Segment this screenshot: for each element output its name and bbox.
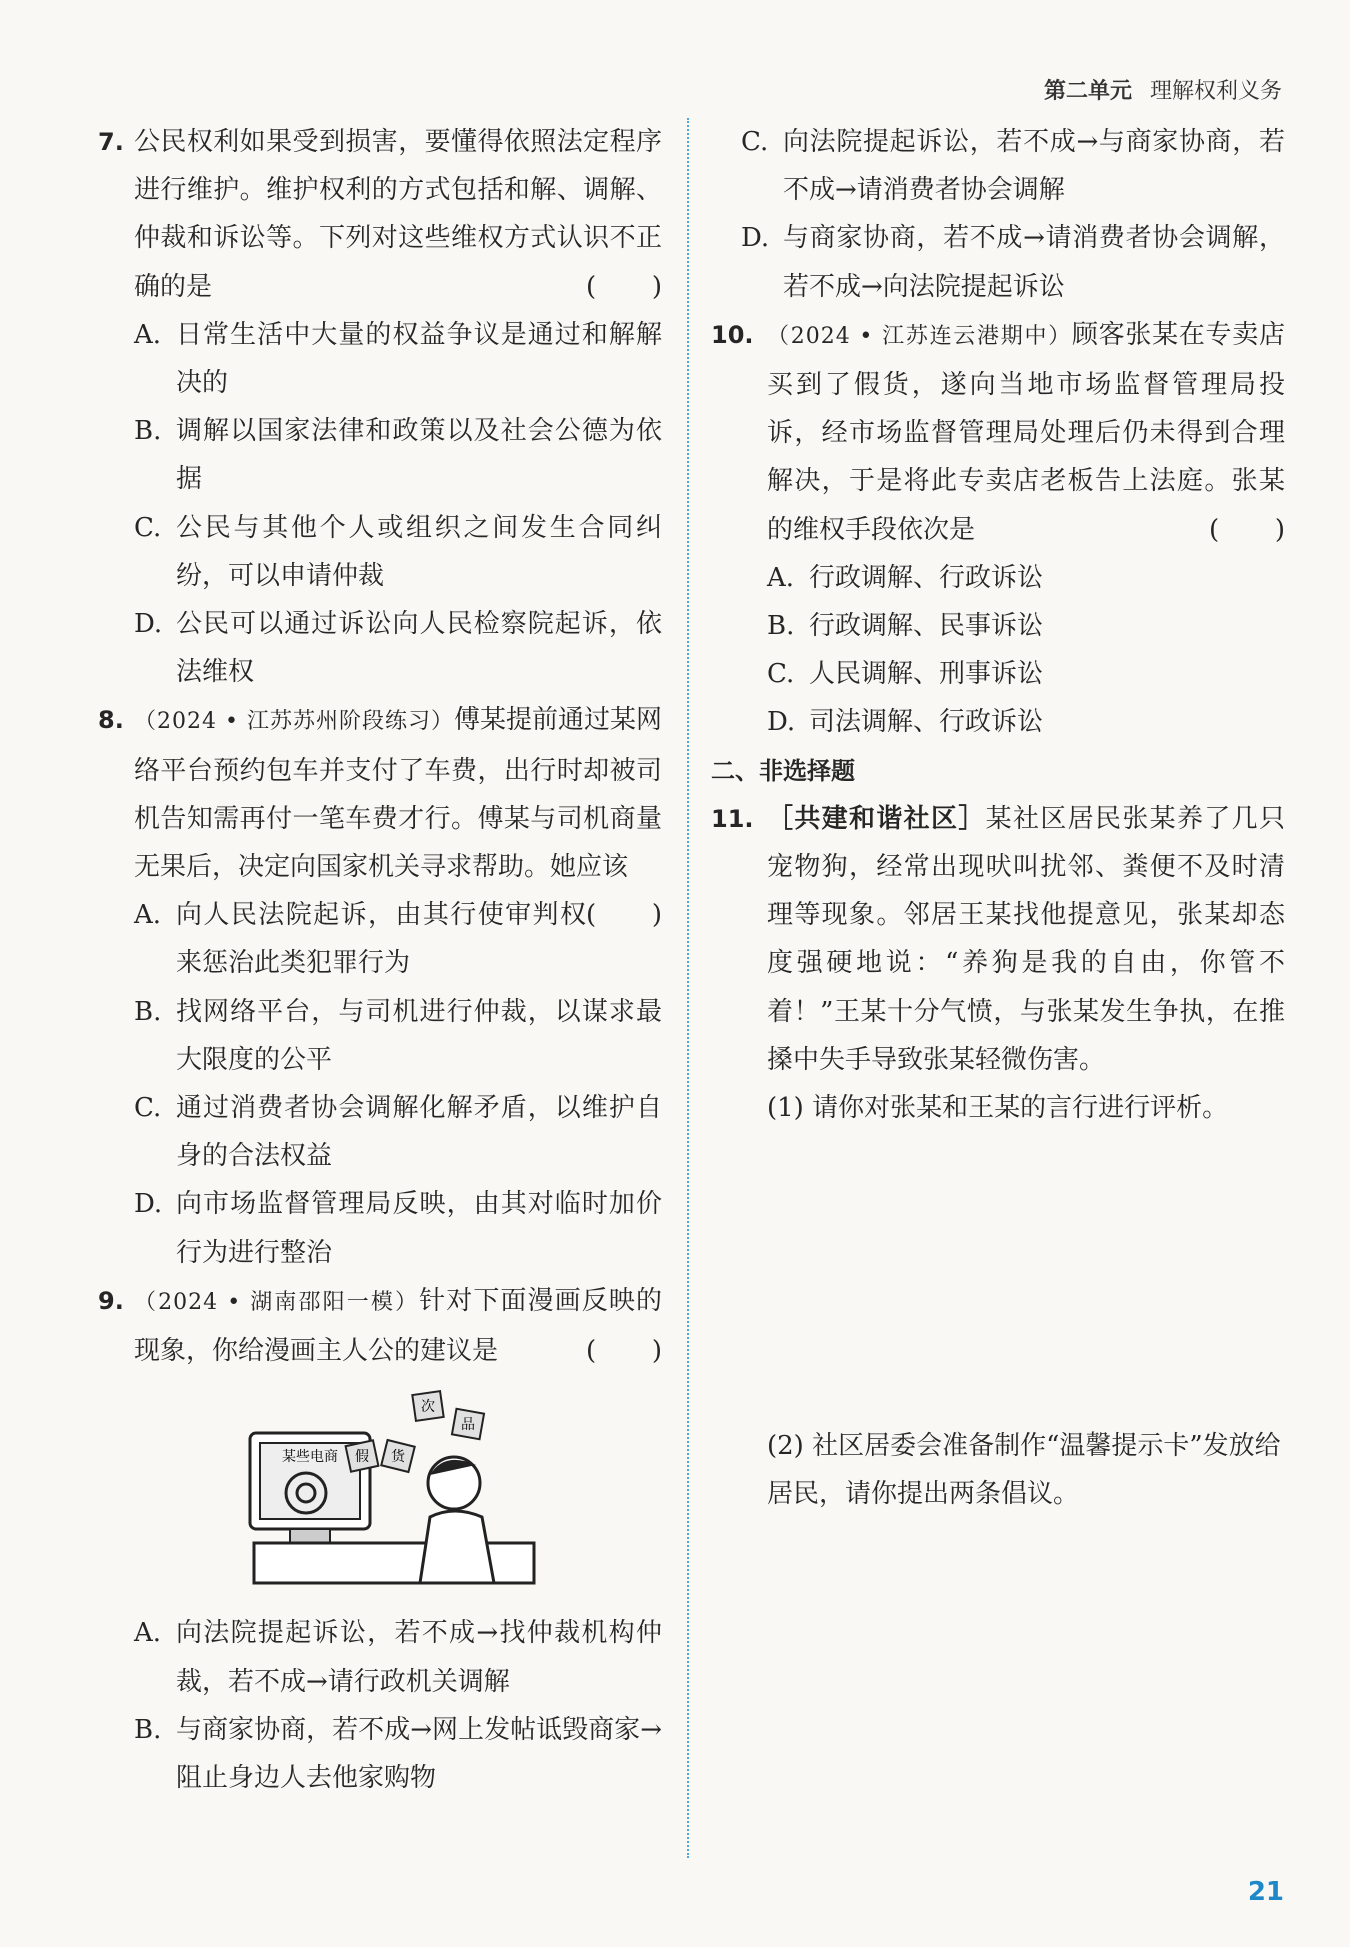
question-stem: 顾客张某在专卖店买到了假货，遂向当地市场监督管理局投诉，经市场监督管理局处理后仍未得到合理解决，于是将此专卖店老板告上法庭。张某的维权手段依次是 [767, 319, 1285, 545]
box-label: 次 [421, 1399, 435, 1416]
option-a: A. 日常生活中大量的权益争议是通过和解解决的 [134, 319, 662, 399]
question-11 [711, 795, 1285, 1719]
cartoon-illustration [244, 1387, 544, 1587]
option-a: A. 行政调解、行政诉讼 [767, 562, 1044, 593]
question-stem: 傅某提前通过某网络平台预约包车并支付了车费，出行时却被司机告知需再付一笔车费才行。傅某与司机商量无果后，决定向国家机关寻求帮助。她应该 [134, 705, 662, 883]
option-b: B. 找网络平台，与司机进行仲裁，以谋求最大限度的公平 [134, 996, 662, 1075]
box-label: 品 [461, 1417, 475, 1434]
option-a: A. 向人民法院起诉，由其行使审判权来惩治此类犯罪行为 [134, 900, 586, 979]
answer-blank[interactable] [1209, 506, 1285, 554]
option-b: B. 调解以国家法律和政策以及社会公德为依据 [134, 416, 662, 495]
option-b: B. 行政调解、民事诉讼 [767, 611, 1044, 642]
question-number: 8. [98, 706, 124, 735]
box-label: 货 [391, 1449, 405, 1466]
question-source: （2024 • 江苏连云港期中） [767, 323, 1072, 349]
option-d: D. 公民可以通过诉讼向人民检察院起诉，依法维权 [134, 609, 662, 688]
screen-label: 某些电商 [282, 1449, 338, 1466]
option-c: C. 公民与其他个人或组织之间发生合同纠纷，可以申请仲裁 [134, 512, 662, 591]
question-9-continued [711, 118, 1285, 311]
option-d: D. 与商家协商，若不成→请消费者协会调解，若不成→向法院提起诉讼 [741, 223, 1285, 302]
question-number: 7. [98, 128, 124, 156]
question-number: 10. [711, 320, 754, 349]
question-source: （2024 • 江苏苏州阶段练习） [134, 709, 454, 735]
sub-question-1: (1) 请你对张某和王某的言行进行评析。 [767, 1093, 1229, 1124]
question-9 [98, 1277, 662, 1802]
question-8 [98, 696, 662, 1276]
option-c: C. 人民调解、刑事诉讼 [767, 659, 1044, 690]
sub-question-2: (2) 社区居委会准备制作“温馨提示卡”发放给居民，请你提出两条倡议。 [767, 1431, 1281, 1510]
option-c: C. 向法院提起诉讼，若不成→与商家协商，若不成→请消费者协会调解 [741, 127, 1285, 206]
topic-tag: ［共建和谐社区］ [767, 803, 986, 834]
option-d: D. 司法调解、行政诉讼 [767, 707, 1044, 738]
question-number: 11. [711, 804, 754, 833]
question-source: （2024 • 湖南邵阳一模） [134, 1289, 420, 1315]
option-d: D. 向市场监督管理局反映，由其对临时加价行为进行整治 [134, 1189, 662, 1268]
question-number: 9. [98, 1286, 124, 1315]
page-number: 21 [1247, 1877, 1284, 1907]
answer-area-1[interactable] [767, 1132, 1285, 1422]
option-a: A. 向法院提起诉讼，若不成→找仲裁机构仲裁，若不成→请行政机关调解 [134, 1618, 662, 1697]
left-column [98, 118, 662, 1802]
section-heading: 二、非选择题 [711, 756, 855, 785]
column-divider [687, 118, 689, 1858]
box-label: 假 [355, 1449, 369, 1466]
unit-title: 理解权利义务 [1149, 79, 1282, 104]
question-10 [711, 311, 1285, 747]
answer-blank[interactable] [586, 263, 662, 311]
question-stem: 针对下面漫画反映的现象，你给漫画主人公的建议是 [134, 1285, 662, 1367]
option-b: B. 与商家协商，若不成→网上发帖诋毁商家→阻止身边人去他家购物 [134, 1714, 662, 1794]
page-header [1044, 74, 1282, 105]
question-7 [98, 118, 662, 696]
answer-area-2[interactable] [767, 1519, 1285, 1719]
question-stem: 某社区居民张某养了几只宠物狗，经常出现吠叫扰邻、粪便不及时清理等现象。邻居王某找他提意见，张某却态度强硬地说：“养狗是我的自由，你管不着！”王某十分气愤，与张某发生争执，在推搡中失手导致张某轻微伤害。 [767, 803, 1285, 1075]
unit-label: 第二单元 [1043, 79, 1132, 104]
right-column [711, 118, 1285, 1719]
answer-blank[interactable] [586, 1327, 662, 1375]
option-c: C. 通过消费者协会调解化解矛盾，以维护自身的合法权益 [134, 1093, 662, 1172]
question-stem: 公民权利如果受到损害，要懂得依照法定程序进行维护。维护权利的方式包括和解、调解、仲裁和诉讼等。下列对这些维权方式认识不正确的是 [134, 127, 662, 302]
